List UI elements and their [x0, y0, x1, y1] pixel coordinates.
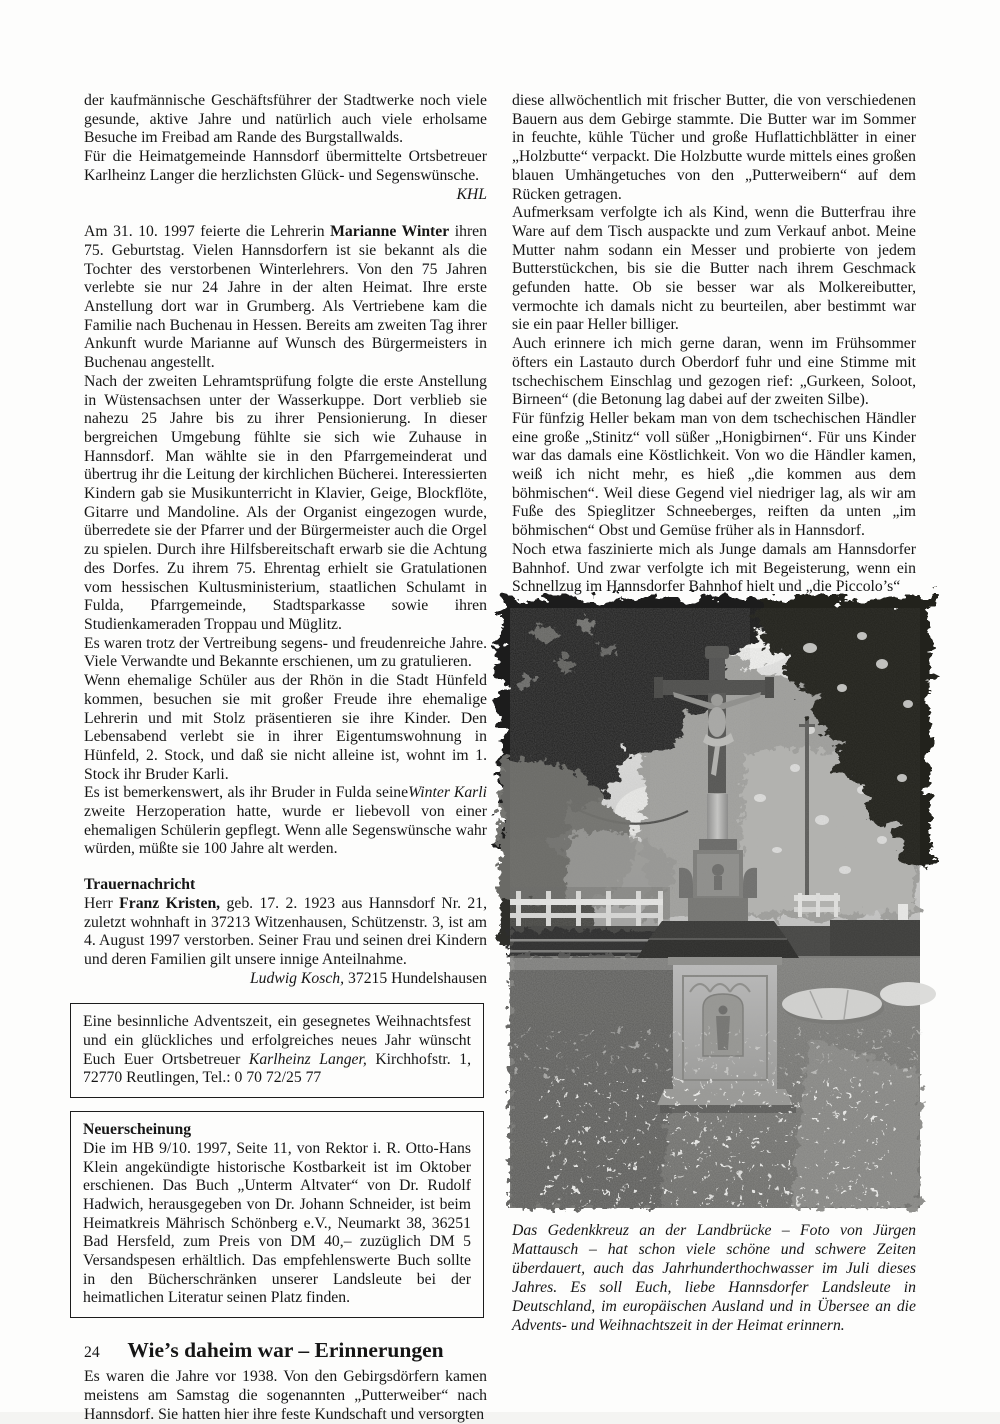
paragraph: Auch erinnere ich mich gerne daran, wenn im Frühsommer öfters ein Lastauto durch Oberdorf fuhr und eine Stimme mit tschechischem Einschlag und gezogen rief: „Gurkeen, Soloot, Birneen“ (die Betonung lag dabei auf der zweiten Silbe). [512, 335, 916, 409]
paragraph: Es waren trotz der Vertreibung segens- und freudenreiche Jahre. Viele Verwandte und Bekannte erschienen, um zu gratulieren. [84, 634, 487, 671]
box-heading: Neuerscheinung [83, 1121, 192, 1139]
gedenkkreuz-photo [510, 608, 920, 1208]
page-number: 24 [84, 1344, 100, 1361]
advent-greeting-box [70, 1003, 484, 1098]
text-run: geb. 17. 2. 1923 aus Hannsdorf Nr. 21, zuletzt wohnhaft in 37213 Witzenhausen, Schützenstr. 3, ist am 4. August 1997 verstorben. Seiner Frau und seinen drei Kindern und deren Familien gilt unsere innige Anteilnahme. [84, 894, 488, 968]
paragraph: Noch etwa faszinierte mich als Junge damals am Hannsdorfer Bahnhof. Und zwar verfolgte ich mit Begeisterung, wenn ein Schnellzug im Hannsdorfer Bahnhof hielt und „die Piccolo’s“ [512, 540, 916, 596]
text-run: Es ist bemerkenswert, als ihr Bruder in Fulda seine zweite Herzoperation hatte, wurde er liebevoll von einer ehemaligen Schülerin gepflegt. Wenn alle Segenswünsche wahr würden, müßte sie 100 Jahre alt werden. [84, 784, 487, 858]
text-run: Eine besinnliche Adventszeit, ein gesegnetes Weihnachtsfest und ein glückliches und erfolgreiches neues Jahr wünscht Euch Euer Ortsbetreuer [83, 1013, 471, 1068]
paragraph [84, 223, 487, 373]
paragraph [84, 895, 487, 970]
author-location: 37215 Hundelshausen [344, 969, 487, 987]
author-initials: KHL [456, 185, 487, 203]
text-run: Herr [84, 894, 120, 912]
paragraph: Es waren die Jahre vor 1938. Von den Gebirgsdörfern kamen meistens am Samstag die sogenannten „Putterweiber“ nach Hannsdorf. Sie hatten hier ihre feste Kundschaft und versorgten [84, 1368, 487, 1423]
text-run: ihren 75. Geburtstag. Vielen Hannsdorfern ist sie bekannt als die Tochter des verstorbenen Winterlehrers. Von den 75 Jahren verlebte sie nur 24 Jahre in der alten Heimat. Ihre erste Anstellung dort war in Grumberg. Als Vertriebene kam die Familie nach Buchenau in Hessen. Bereits am zweiten Tag ihrer Ankunft wurde Marianne auf Wunsch des Bürgermeisters in Buchenau angestellt. [84, 223, 487, 372]
photo-illustration [510, 608, 920, 1208]
paragraph [84, 784, 487, 859]
paragraph: Nach der zweiten Lehramtsprüfung folgte die erste Anstellung in Wüstensachsen unter der Wasserkuppe. Dort verblieb sie nahezu 25 Jahre bis zu ihrer Pensionierung. In dieser bergreichen Umgebung fühlte sie sich wie Zuhause in Hannsdorf. Man wählte sie in den Pfarrgemeinderat und übertrug ihr die Leitung der kirchlichen Bücherei. Interessierten Kindern gab sie Musikunterricht in Klavier, Geige, Blockflöte, Gitarre und Mandoline. Als der Organist eingezogen wurde, überredete sie der Pfarrer und der Bürgermeister auch die Orgel zu spielen. Durch ihre Hilfsbereitschaft erwarb sie die Achtung des Dorfes. Zu ihrem 75. Ehrentag erhielt sie Gratulationen vom hessischen Kultusministerium, staatlichen Schulamt in Fulda, Pfarrgemeinde, Stadtsparkasse sowie ihren Studienkameraden Troppau und Müglitz. [84, 372, 487, 633]
paragraph: Die im HB 9/10. 1997, Seite 11, von Rektor i. R. Otto-Hans Klein angekündigte historische Kostbarkeit ist im Oktober erschienen. Das Buch „Unterm Altvater“ von Dr. Rudolf Hadwich, herausgegeben von Dr. Johann Schneider, ist beim Heimatkreis Mährisch Schönberg e.V., Neumarkt 38, 36251 Bad Hersfeld, zum Preis von DM 40,– zuzüglich DM 5 Versandspesen erhältlich. Das empfehlenswerte Buch sollte in den Bücherschränken unserer Landsleute bei der heimatlichen Literatur seinen Platz finden. [83, 1139, 471, 1307]
paragraph: diese allwöchentlich mit frischer Butter, die von verschiedenen Bauern aus dem Gebirge stammte. Die Butter war im Sommer in feuchte, kühle Tücher und große Huflattichblätter in einer „Holzbutte“ verpackt. Die Holzbutte wurde mittels eines großen blauen Umhängetuches von den „Putterweibern“ auf dem Rücken getragen. [512, 92, 916, 203]
text-run: Am 31. 10. 1997 feierte die Lehrerin [84, 223, 331, 241]
person-name: Karlheinz Langer, [248, 1050, 367, 1068]
paragraph: der kaufmännische Geschäftsführer der Stadtwerke noch viele gesunde, aktive Jahre und natürlich auch viele erholsame Besuche im Freibad am Rande des Burgstallwalds. [84, 92, 487, 147]
new-release-box [70, 1111, 484, 1318]
paragraph: Wenn ehemalige Schüler aus der Rhön in die Stadt Hünfeld kommen, besuchen sie mit großer Freude ihre ehemalige Lehrerin und mit Stolz präsentieren sie ihre Kinder. Den Lebensabend verlebt sie in ihrer Eigentumswohnung in Hünfeld, 2. Stock, und daß sie nicht alleine ist, wohnt im 1. Stock ihr Bruder Karli. [84, 672, 487, 783]
section-heading-trauernachricht: Trauernachricht [84, 876, 196, 894]
author-signature-line [84, 970, 487, 989]
paragraph: Für die Heimatgemeinde Hannsdorf übermittelte Ortsbetreuer Karlheinz Langer die herzlichsten Glück- und Segenswünsche. [84, 148, 487, 184]
person-name: Franz Kristen, [119, 894, 221, 912]
person-name: Marianne Winter [330, 223, 450, 241]
article-heading-memories: Wie’s daheim war – Erinnerungen [127, 1338, 444, 1363]
left-column [84, 92, 487, 1424]
author-signature: Ludwig Kosch, [249, 969, 345, 987]
text-run: Kirchhofstr. 1, 72770 Reutlingen, Tel.: 0 70 72/25 77 [83, 1050, 472, 1087]
right-column [512, 92, 916, 1335]
paragraph [83, 1013, 471, 1088]
photo-caption: Das Gedenkkreuz an der Landbrücke – Foto von Jürgen Mattausch – hat schon viele schöne und schwere Zeiten überdauert, auch das Jahrhunderthochwasser im Juli dieses Jahres. Es soll Euch, liebe Hannsdorfer Landsleute in Deutschland, im europäischen Ausland und in Übersee an die Advents- und Weihnachtszeit in der Heimat erinnern. [512, 1221, 916, 1334]
paragraph: Aufmerksam verfolgte ich als Kind, wenn die Butterfrau ihre Ware auf dem Tisch auspackte und zum Verkauf anbot. Meine Mutter nahm sodann ein Messer und probierte von jedem Butterstückchen, bis sie die Butter nach ihrem Geschmack gefunden hatte. Ob sie besser war als Molkereibutter, vermochte ich damals nicht zu beurteilen, aber bestimmt war sie ein paar Heller billiger. [512, 204, 916, 334]
author-signature: Winter Karli [408, 784, 487, 802]
paragraph: Für fünfzig Heller bekam man von dem tschechischen Händler eine große „Stinitz“ voll süßer „Honigbirnen“. Für uns Kinder war das damals eine Köstlichkeit. Von wo die Händler kamen, weiß ich nicht mehr, es hieß „die kommen aus dem böhmischen“. Weil diese Gegend viel niedriger lag, als wir am Fuße des Spieglitzer Schneeberges, reiften da unten „im böhmischen“ Obst und Gemüse früher als in Hannsdorf. [512, 409, 916, 540]
